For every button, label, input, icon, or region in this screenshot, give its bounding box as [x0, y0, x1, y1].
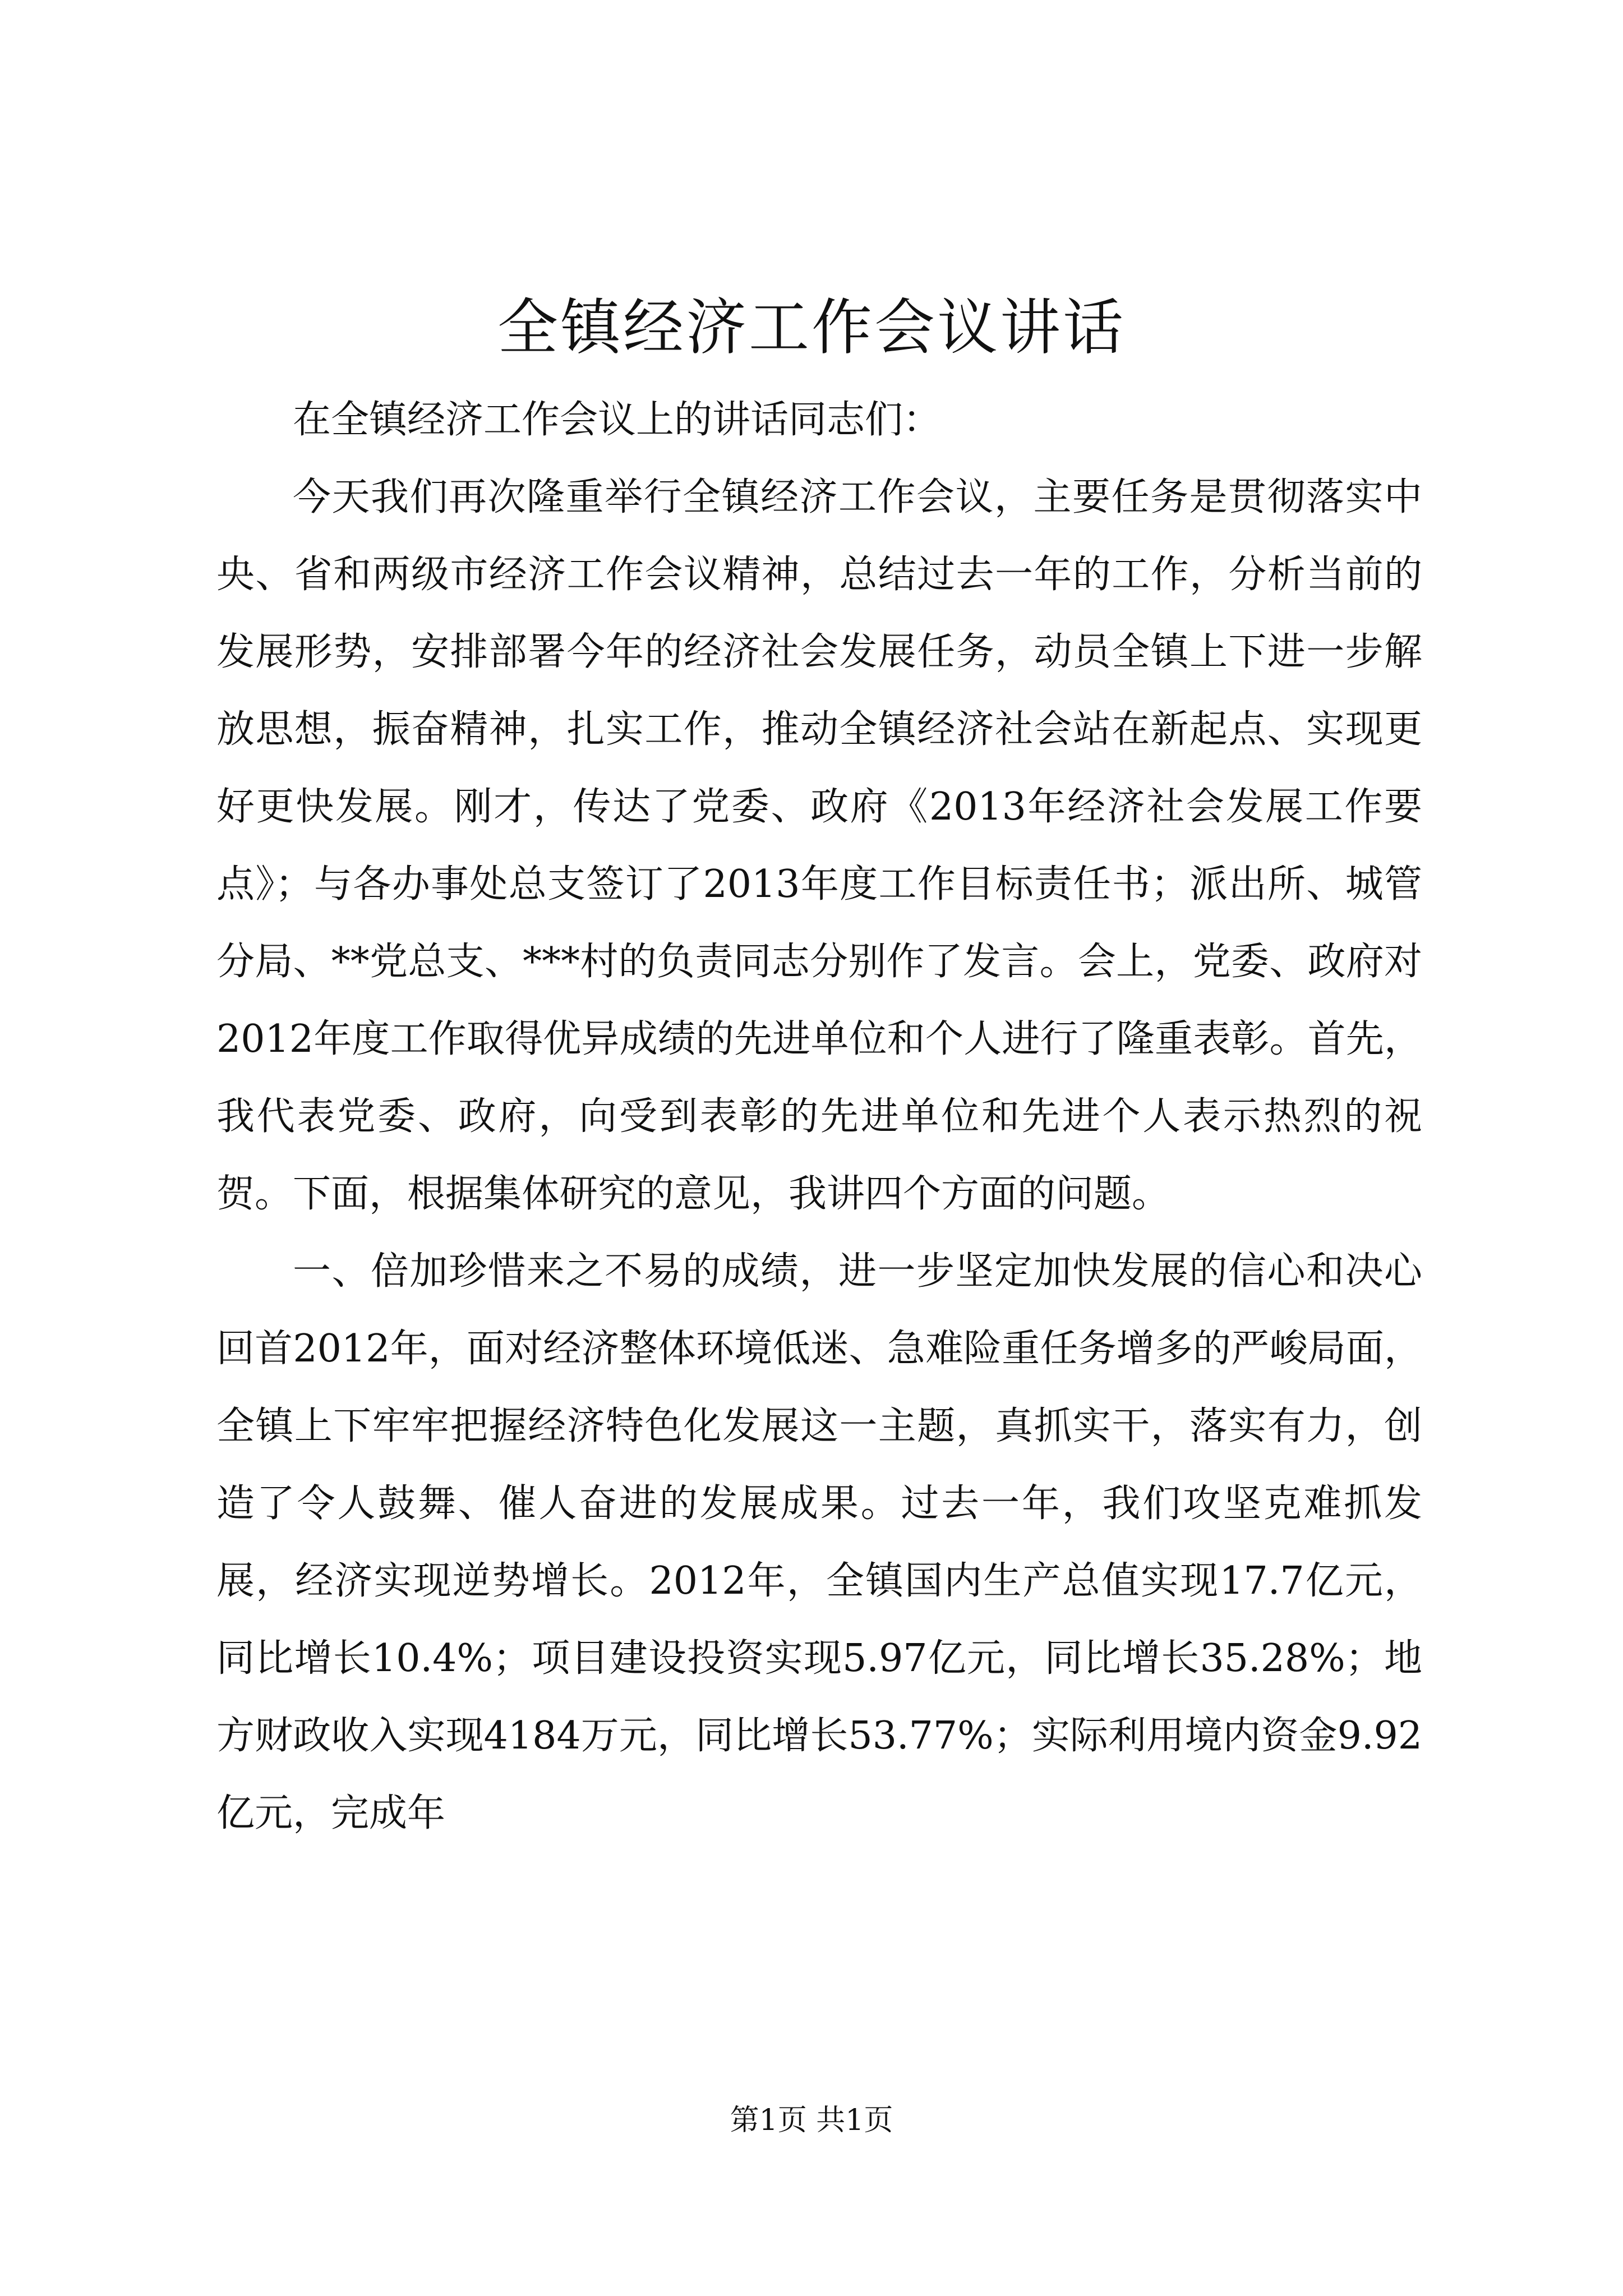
document-title: 全镇经济工作会议讲话: [497, 293, 1126, 363]
paragraph-section-one: 一、倍加珍惜来之不易的成绩，进一步坚定加快发展的信心和决心回首2012年，面对经济整体环境低迷、急难险重任务增多的严峻局面，全镇上下牢牢把握经济特色化发展这一主题，真抓实干，落实有力，创造了令人鼓舞、催人奋进的发展成果。过去一年，我们攻坚克难抓发展，经济实现逆势增长。2012年，全镇国内生产总值实现17.7亿元，同比增长10.4%；项目建设投资实现5.97亿元，同比增长35.28%；地方财政收入实现4184万元，同比增长53.77%；实际利用境内资金9.92亿元，完成年: [216, 1249, 1422, 1835]
paragraph-introduction: 今天我们再次隆重举行全镇经济工作会议，主要任务是贯彻落实中央、省和两级市经济工作会议精神，总结过去一年的工作，分析当前的发展形势，安排部署今年的经济社会发展任务，动员全镇上下进一步解放思想，振奋精神，扎实工作，推动全镇经济社会站在新起点、实现更好更快发展。刚才，传达了党委、政府《2013年经济社会发展工作要点》；与各办事处总支签订了2013年度工作目标责任书；派出所、城管分局、**党总支、***村的负责同志分别作了发言。会上，党委、政府对2012年度工作取得优异成绩的先进单位和个人进行了隆重表彰。首先，我代表党委、政府，向受到表彰的先进单位和先进个人表示热烈的祝贺。下面，根据集体研究的意见，我讲四个方面的问题。: [216, 475, 1422, 1216]
paragraph-greeting: 在全镇经济工作会议上的讲话同志们：: [293, 398, 942, 442]
page-number-footer: 第1页 共1页: [730, 2104, 893, 2137]
document-body: [216, 381, 1422, 1852]
